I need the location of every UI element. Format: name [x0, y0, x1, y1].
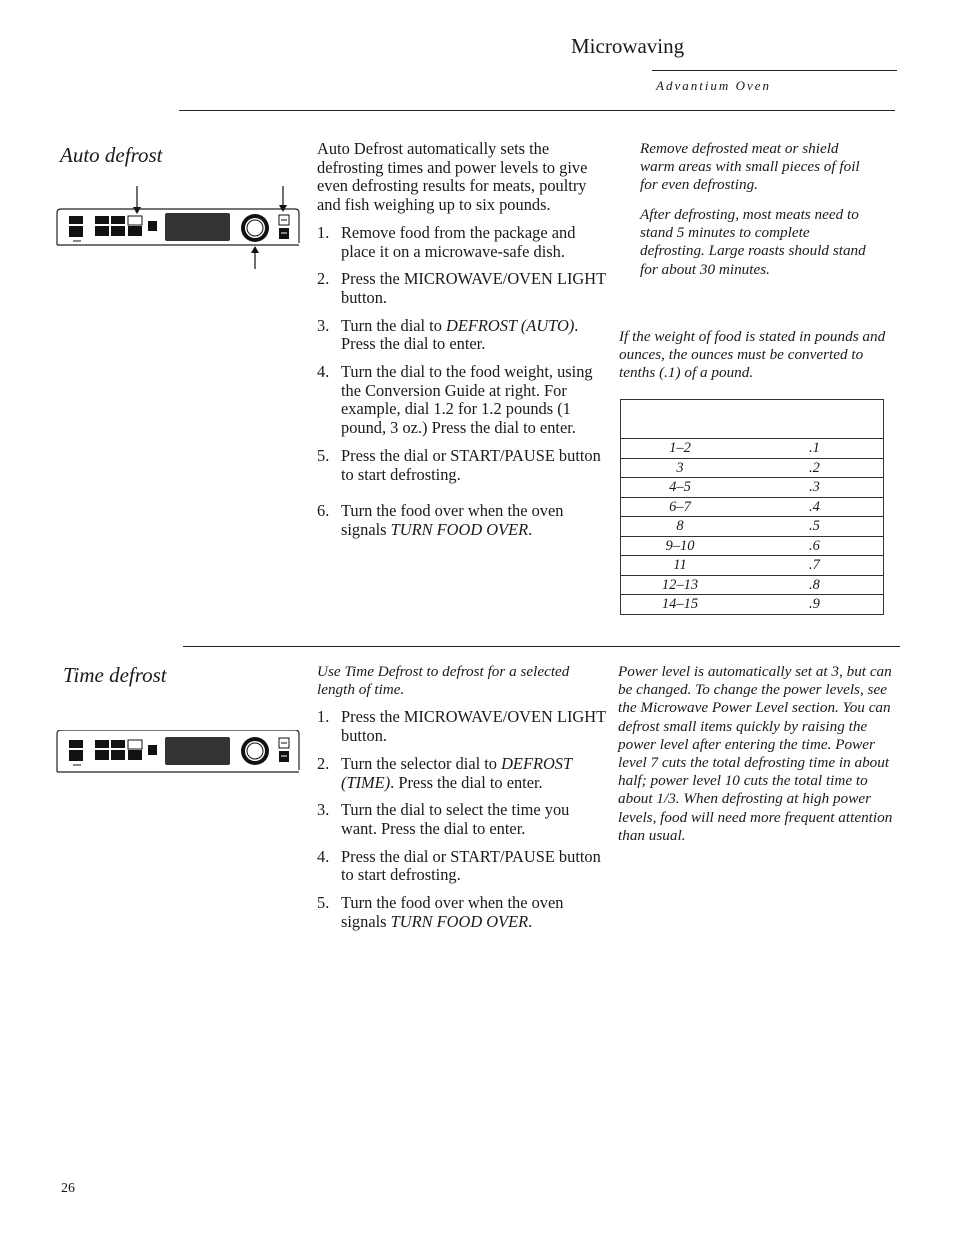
- auto-defrost-intro: Auto Defrost automatically sets the defrosting times and power levels to give even defrosting results for meats, poultry and fish weighing up to six pounds.: [317, 139, 588, 215]
- time-defrost-heading: Time defrost: [63, 663, 167, 687]
- table-row: 3 .2: [621, 458, 884, 478]
- time-defrost-steps: [317, 708, 607, 931]
- list-item: 4. Turn the dial to the food weight, using the Conversion Guide at right. For example, dial 1.2 for 1.2 pounds (1 pound, 3 oz.) Press the dial to enter.: [317, 362, 593, 438]
- list-item: 2. Press the MICROWAVE/OVEN LIGHT button.: [317, 269, 606, 307]
- table-row: 12–13 .8: [621, 575, 884, 595]
- control-panel-diagram-time: [55, 730, 305, 776]
- page-number: 26: [61, 1181, 75, 1196]
- time-defrost-note: Power level is automatically set at 3, but can be changed. To change the power levels, see the Microwave Power Level section. You can defrost small items quickly by raising the power level after entering the time. Power level 7 cuts the total defrosting time in about half; power level 10 cuts the total time to about 1/3. When defrosting at high power levels, food will need more frequent attention than usual.: [618, 663, 893, 844]
- conversion-guide-table: [620, 399, 884, 615]
- auto-defrost-tip-1: Remove defrosted meat or shield warm areas with small pieces of foil for even defrosting.: [640, 140, 860, 194]
- table-row: 6–7 .4: [621, 497, 884, 517]
- list-item: 5. Press the dial or START/PAUSE button to start defrosting.: [317, 445, 601, 484]
- time-defrost-intro: Use Time Defrost to defrost for a selected length of time.: [317, 663, 570, 699]
- table-row: 4–5 .3: [621, 478, 884, 498]
- table-row: 1–2 .1: [621, 439, 884, 459]
- control-panel-diagram-auto: [55, 183, 305, 273]
- page-section-title: Microwaving: [571, 34, 685, 58]
- section-rule: [183, 646, 900, 647]
- header-rule-short: [652, 70, 897, 71]
- header-rule: [179, 110, 895, 111]
- table-row: 14–15 .9: [621, 595, 884, 615]
- auto-defrost-heading: Auto defrost: [60, 143, 163, 167]
- page-subtitle: Advantium Oven: [656, 78, 772, 93]
- auto-defrost-steps: [317, 224, 607, 540]
- auto-defrost-tip-2: After defrosting, most meats need to stand 5 minutes to complete defrosting. Large roasts should stand for about 30 minutes.: [640, 206, 866, 278]
- list-item: 2. Turn the selector dial to DEFROST (TIME). Press the dial to enter.: [317, 753, 572, 792]
- list-item: 5. Turn the food over when the oven signals TURN FOOD OVER.: [317, 893, 564, 931]
- table-row: 9–10 .6: [621, 536, 884, 556]
- list-item: 3. Turn the dial to DEFROST (AUTO). Press the dial to enter.: [317, 315, 579, 354]
- list-item: 4. Press the dial or START/PAUSE button to start defrosting.: [317, 846, 601, 885]
- conversion-note: If the weight of food is stated in pounds and ounces, the ounces must be converted to tenths (.1) of a pound.: [619, 328, 886, 382]
- list-item: 6. Turn the food over when the oven signals TURN FOOD OVER.: [317, 501, 564, 539]
- list-item: 1. Remove food from the package and place it on a microwave-safe dish.: [317, 222, 576, 261]
- table-row: 11 .7: [621, 556, 884, 576]
- table-row: 8 .5: [621, 517, 884, 537]
- list-item: 3. Turn the dial to select the time you want. Press the dial to enter.: [317, 800, 570, 838]
- list-item: 1. Press the MICROWAVE/OVEN LIGHT button.: [317, 707, 606, 746]
